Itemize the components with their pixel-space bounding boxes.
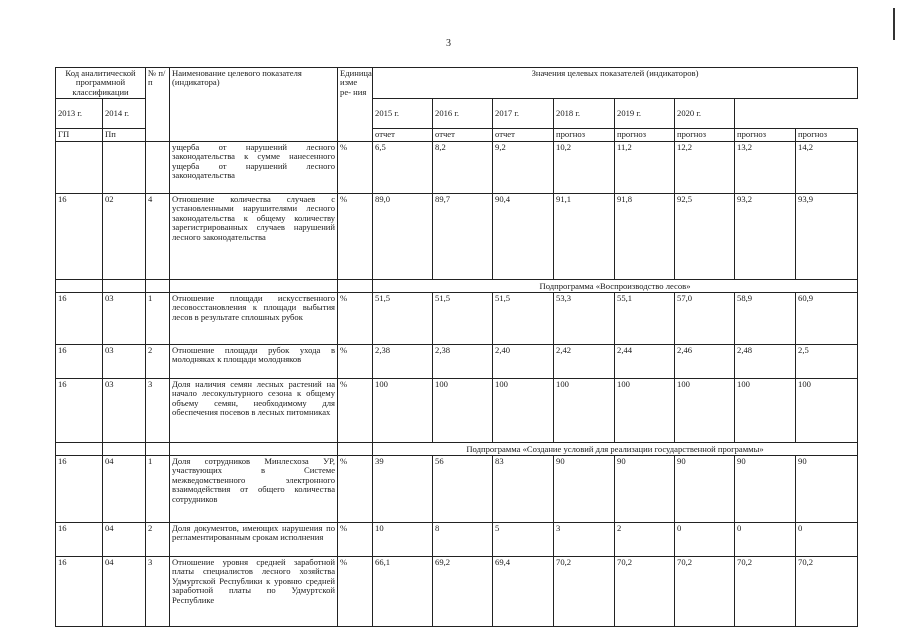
value-cell: 100 (554, 378, 615, 442)
kind-header: прогноз (554, 129, 615, 141)
pp-code: 03 (103, 378, 146, 442)
table-row (56, 141, 858, 193)
value-cell: 90 (796, 455, 858, 522)
unit-cell: % (338, 556, 373, 626)
value-cell: 92,5 (675, 193, 735, 279)
gp-code: 16 (56, 556, 103, 626)
value-cell: 90 (735, 455, 796, 522)
row-number: 3 (146, 378, 170, 442)
pp-code: 04 (103, 455, 146, 522)
pp-code (103, 141, 146, 193)
value-cell: 0 (735, 522, 796, 556)
unit-cell: % (338, 378, 373, 442)
value-cell: 66,1 (373, 556, 433, 626)
value-cell: 93,9 (796, 193, 858, 279)
gp-header: ГП (56, 129, 103, 141)
indicator-name: Отношение количества случаев с установленными нарушителями лесного законодательства к общему количеству зарегистрированных случаев нарушений лесного законодательства (170, 193, 338, 279)
value-cell: 5 (493, 522, 554, 556)
unit-cell: % (338, 522, 373, 556)
gp-code: 16 (56, 193, 103, 279)
value-cell: 2,38 (433, 344, 493, 378)
value-cell: 100 (735, 378, 796, 442)
value-cell: 70,2 (615, 556, 675, 626)
unit-cell: % (338, 344, 373, 378)
value-cell: 69,2 (433, 556, 493, 626)
table-row (56, 193, 858, 279)
value-cell: 100 (675, 378, 735, 442)
section-title-reforestation: Подпрограмма «Воспроизводство лесов» (373, 279, 858, 292)
pp-header: Пп (103, 129, 146, 141)
value-cell: 0 (796, 522, 858, 556)
indicator-name: Доля наличия семян лесных растений на начало лесокультурного сезона к общему объему семян, необходимому для обеспечения посевов в лесных питомниках (170, 378, 338, 442)
value-cell: 58,9 (735, 292, 796, 344)
row-number: 1 (146, 455, 170, 522)
unit-header: Единица изме ре- ния (338, 68, 373, 142)
unit-cell: % (338, 193, 373, 279)
kind-header: отчет (493, 129, 554, 141)
value-cell: 89,0 (373, 193, 433, 279)
pp-code: 04 (103, 556, 146, 626)
table-row (56, 455, 858, 522)
page-number: 3 (446, 38, 451, 49)
indicator-name: Доля сотрудников Минлесхоза УР, участвующих в Системе межведомственного электронного взаимодействия от общего количества сотрудников (170, 455, 338, 522)
indicator-name: ущерба от нарушений лесного законодательства к сумме нанесенного ущерба от нарушений лесного законодательства (170, 141, 338, 193)
row-number: 1 (146, 292, 170, 344)
gp-code: 16 (56, 344, 103, 378)
value-cell: 8,2 (433, 141, 493, 193)
value-cell: 83 (493, 455, 554, 522)
kind-header: отчет (373, 129, 433, 141)
value-cell: 53,3 (554, 292, 615, 344)
gp-code: 16 (56, 292, 103, 344)
value-cell: 57,0 (675, 292, 735, 344)
value-cell: 70,2 (675, 556, 735, 626)
gp-code: 16 (56, 522, 103, 556)
value-cell: 9,2 (493, 141, 554, 193)
kind-header: прогноз (735, 129, 796, 141)
year-header: 2017 г. (493, 99, 554, 129)
value-cell: 2,38 (373, 344, 433, 378)
gp-code (56, 141, 103, 193)
value-cell: 69,4 (493, 556, 554, 626)
kind-header: прогноз (675, 129, 735, 141)
table-row (56, 344, 858, 378)
year-header: 2014 г. (103, 99, 146, 129)
value-cell: 100 (373, 378, 433, 442)
value-cell: 11,2 (615, 141, 675, 193)
value-cell: 0 (675, 522, 735, 556)
indicator-name: Доля документов, имеющих нарушения по регламентированным срокам исполнения (170, 522, 338, 556)
value-cell: 13,2 (735, 141, 796, 193)
value-cell: 2,46 (675, 344, 735, 378)
gp-code: 16 (56, 455, 103, 522)
pp-code: 03 (103, 292, 146, 344)
value-cell: 2,44 (615, 344, 675, 378)
row-number: 3 (146, 556, 170, 626)
unit-cell: % (338, 141, 373, 193)
value-cell: 51,5 (433, 292, 493, 344)
value-cell: 3 (554, 522, 615, 556)
unit-cell: % (338, 292, 373, 344)
pp-code: 03 (103, 344, 146, 378)
value-cell: 10,2 (554, 141, 615, 193)
year-header: 2015 г. (373, 99, 433, 129)
year-header: 2013 г. (56, 99, 103, 129)
value-cell: 39 (373, 455, 433, 522)
value-cell: 12,2 (675, 141, 735, 193)
year-header: 2020 г. (675, 99, 735, 129)
value-cell: 100 (615, 378, 675, 442)
indicator-name: Отношение площади рубок ухода в молодняках к площади молодняков (170, 344, 338, 378)
table-row (56, 378, 858, 442)
row-number: 4 (146, 193, 170, 279)
value-cell: 100 (433, 378, 493, 442)
value-cell: 2,5 (796, 344, 858, 378)
value-cell: 70,2 (554, 556, 615, 626)
value-cell: 70,2 (735, 556, 796, 626)
value-cell: 56 (433, 455, 493, 522)
pp-code: 04 (103, 522, 146, 556)
kind-header: прогноз (615, 129, 675, 141)
value-cell: 100 (796, 378, 858, 442)
value-cell: 89,7 (433, 193, 493, 279)
value-cell: 2,42 (554, 344, 615, 378)
value-cell: 14,2 (796, 141, 858, 193)
value-cell: 2,40 (493, 344, 554, 378)
row-number (146, 141, 170, 193)
value-cell: 2 (615, 522, 675, 556)
value-cell: 90 (615, 455, 675, 522)
value-cell: 100 (493, 378, 554, 442)
value-cell: 70,2 (796, 556, 858, 626)
gp-code: 16 (56, 378, 103, 442)
year-header: 2019 г. (615, 99, 675, 129)
pp-code: 02 (103, 193, 146, 279)
margin-line (893, 8, 895, 40)
indicator-name: Отношение площади искусственного лесовосстановления к площади выбытия лесов в результате сплошных рубок (170, 292, 338, 344)
value-cell: 51,5 (373, 292, 433, 344)
table-row (56, 292, 858, 344)
value-cell: 90 (554, 455, 615, 522)
value-cell: 8 (433, 522, 493, 556)
row-number: 2 (146, 344, 170, 378)
section-title-program-conditions: Подпрограмма «Создание условий для реализации государственной программы» (373, 442, 858, 455)
name-header: Наименование целевого показателя (индикатора) (170, 68, 338, 142)
table-row (56, 522, 858, 556)
unit-cell: % (338, 455, 373, 522)
kind-header: отчет (433, 129, 493, 141)
value-cell: 55,1 (615, 292, 675, 344)
num-header: № п/п (146, 68, 170, 142)
values-header: Значения целевых показателей (индикаторов) (373, 68, 858, 99)
value-cell: 90 (675, 455, 735, 522)
value-cell: 93,2 (735, 193, 796, 279)
value-cell: 10 (373, 522, 433, 556)
year-header: 2016 г. (433, 99, 493, 129)
value-cell: 91,8 (615, 193, 675, 279)
code-header: Код аналитической программной классификации (56, 68, 146, 99)
indicator-table (55, 67, 858, 627)
value-cell: 6,5 (373, 141, 433, 193)
value-cell: 2,48 (735, 344, 796, 378)
row-number: 2 (146, 522, 170, 556)
value-cell: 60,9 (796, 292, 858, 344)
table-row (56, 556, 858, 626)
indicator-name: Отношение уровня средней заработной платы специалистов лесного хозяйства Удмуртской Республики к уровню средней заработной платы по Удмуртской Республике (170, 556, 338, 626)
year-header: 2018 г. (554, 99, 615, 129)
value-cell: 91,1 (554, 193, 615, 279)
kind-header: прогноз (796, 129, 858, 141)
value-cell: 51,5 (493, 292, 554, 344)
value-cell: 90,4 (493, 193, 554, 279)
